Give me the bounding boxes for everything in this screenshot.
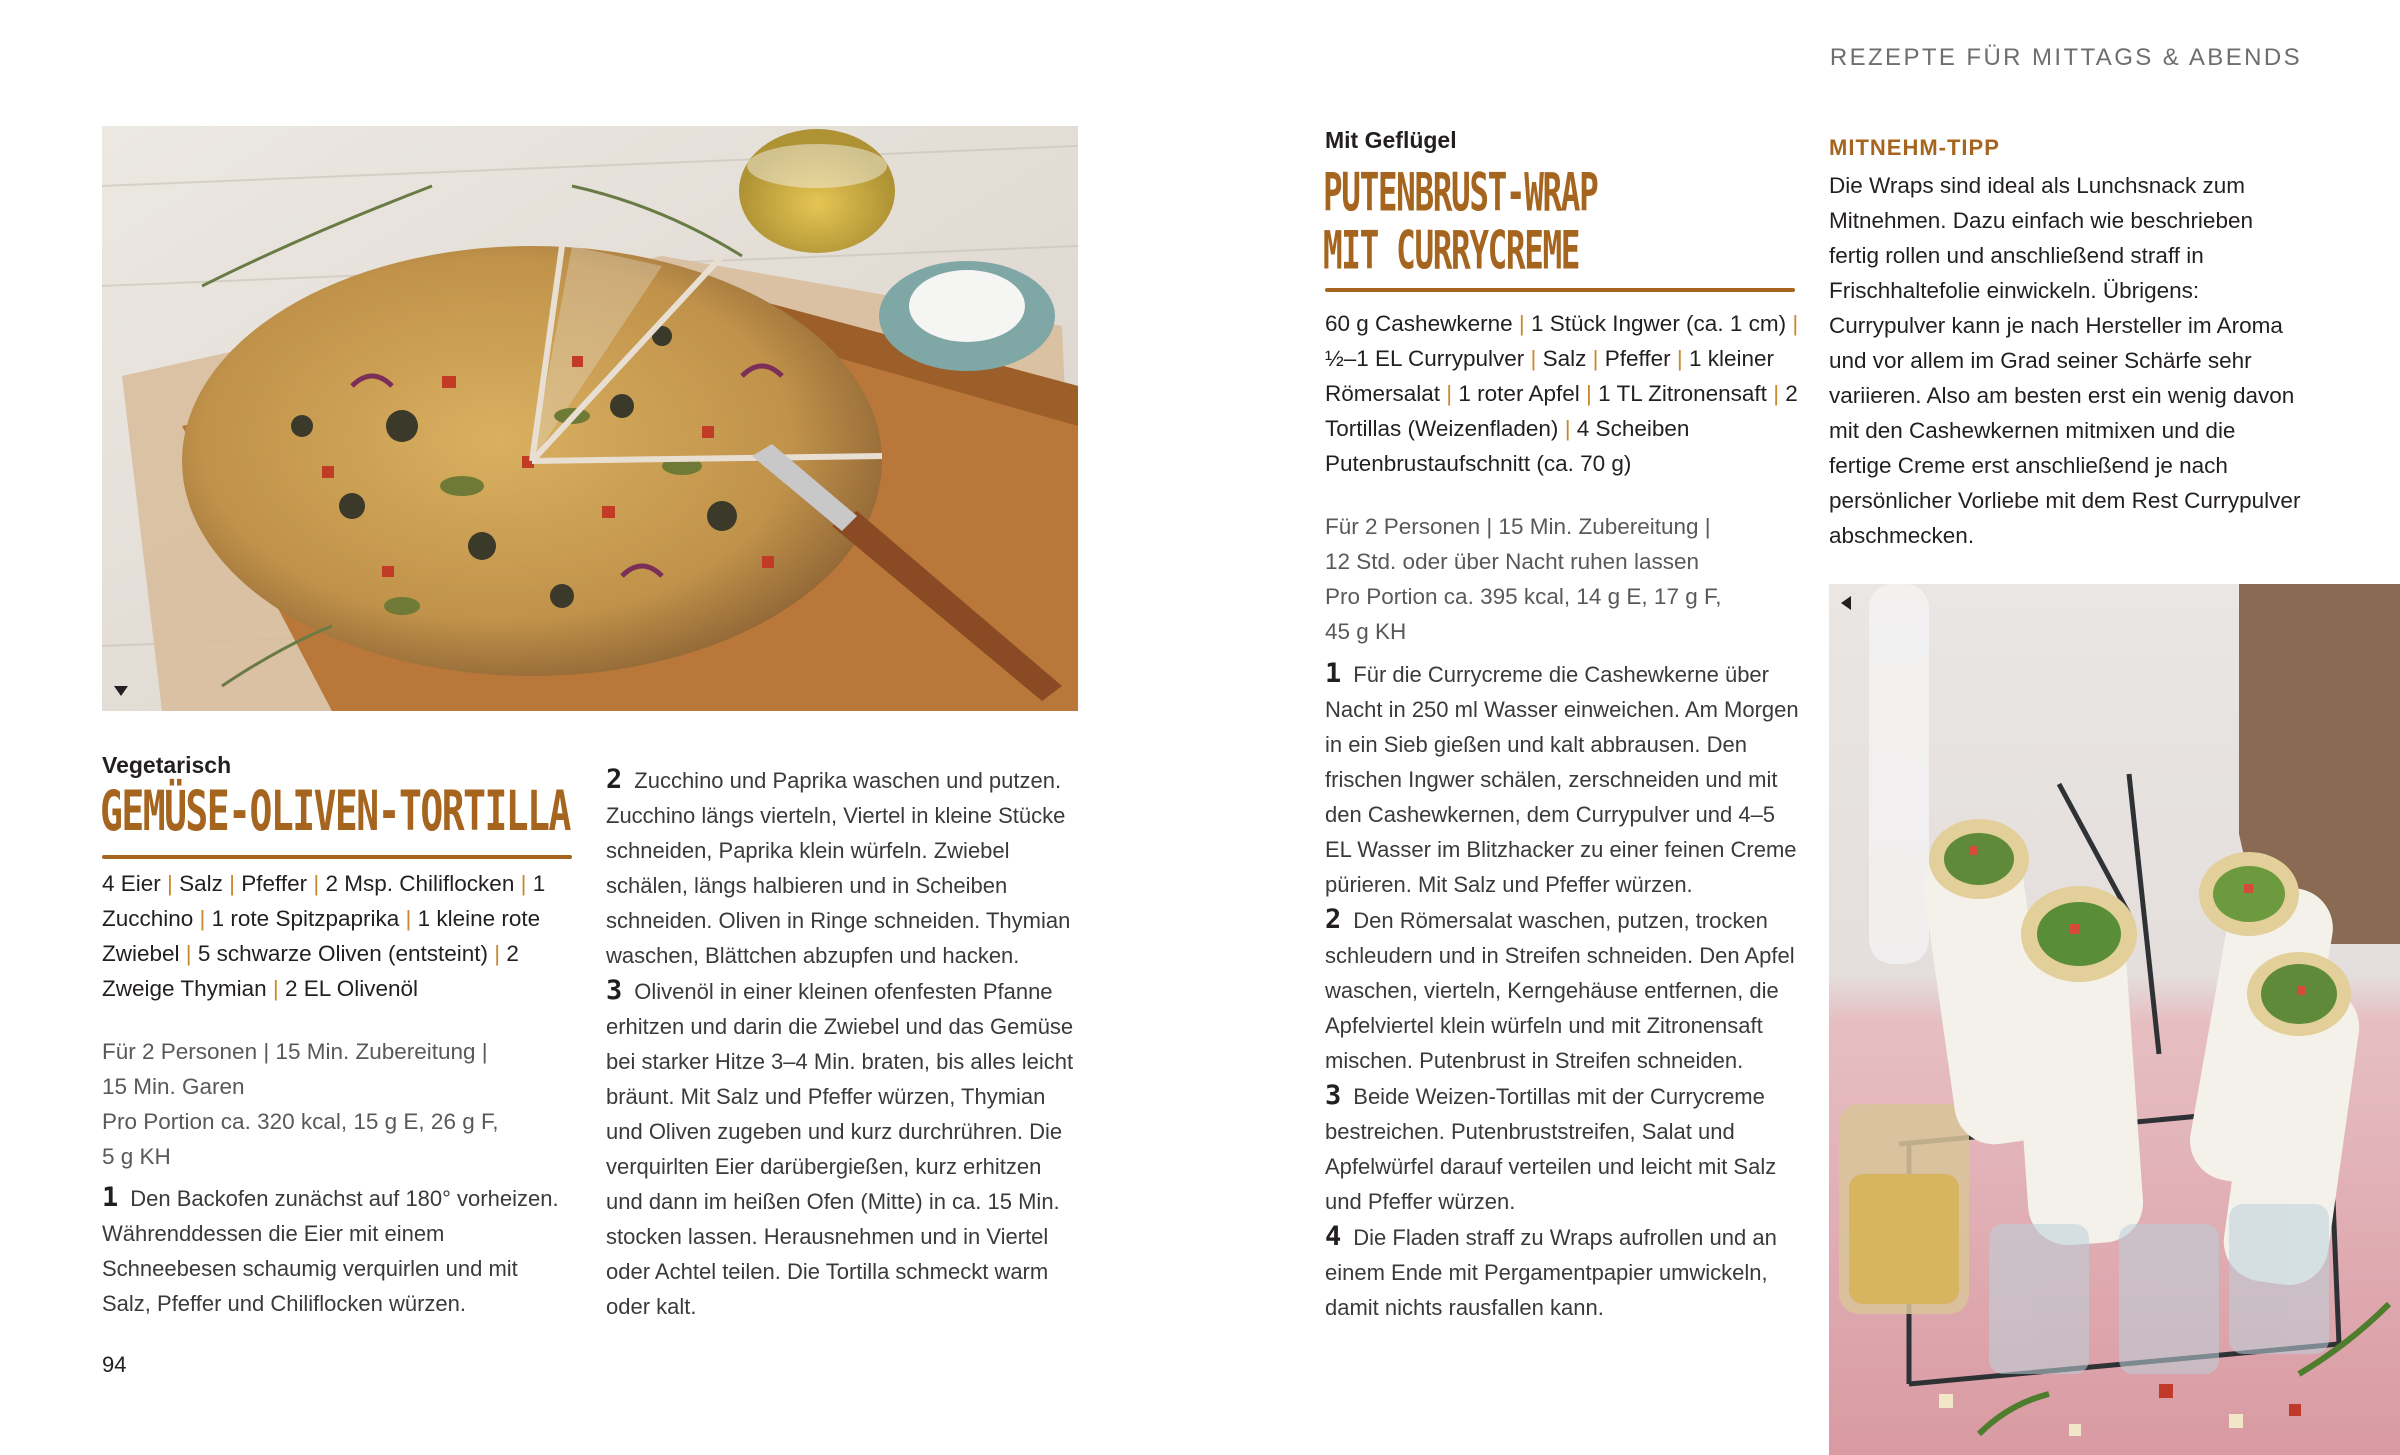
ingredient: 60 g Cashewkerne xyxy=(1325,311,1513,336)
recipe2-title-line1: PUTENBRUST-WRAP xyxy=(1323,162,1598,224)
tip-title: MITNEHM-TIPP xyxy=(1829,135,2000,160)
step xyxy=(606,762,1076,973)
meta-line: 45 g KH xyxy=(1325,619,1407,644)
step-number: 2 xyxy=(606,764,623,795)
recipe2-title-line2: MIT CURRYCREME xyxy=(1323,220,1580,282)
tortilla-photo xyxy=(102,126,1078,711)
step xyxy=(102,1180,572,1321)
step xyxy=(1325,1219,1800,1325)
step xyxy=(1325,656,1800,902)
page-number: 94 xyxy=(102,1352,127,1377)
step-number: 3 xyxy=(1325,1080,1342,1111)
recipe2-category: Mit Geflügel xyxy=(1325,127,1457,153)
ingredient: 1 roter Apfel xyxy=(1458,381,1580,406)
recipe2-title-rule xyxy=(1325,288,1795,292)
meta-line: Pro Portion ca. 395 kcal, 14 g E, 17 g F, xyxy=(1325,584,1722,609)
wrap-photo xyxy=(1829,584,2400,1455)
step-text: Den Römersalat waschen, putzen, trocken schleudern und in Streifen schneiden. Den Apfel waschen, vierteln, Kerngehäuse entfernen, die Apfelviertel klein würfeln und mit Zitronensaft mischen. Putenbrust in Streifen schneiden. xyxy=(1325,908,1795,1073)
recipe1-title-rule xyxy=(102,855,572,859)
step-text: Zucchino und Paprika waschen und putzen. Zucchino längs vierteln, Viertel in kleine Stücke schneiden, Paprika klein würfeln. Zwiebel schälen, längs halbieren und in Scheiben schneiden. Oliven in Ringe schneiden. Thymian waschen, Blättchen abzupfen und hacken. xyxy=(606,768,1071,968)
step-number: 1 xyxy=(1325,658,1342,689)
recipe1-meta xyxy=(102,1034,582,1174)
ingredient: 2 Msp. Chiliflocken xyxy=(325,871,515,896)
step-text: Für die Currycreme die Cashewkerne über Nacht in 250 ml Wasser einweichen. Am Morgen in ein Sieb gießen und kalt abbrausen. Den frischen Ingwer schälen, zerschneiden und mit den Cashewkernen, dem Currypulver und 4–5 EL Wasser im Blitzhacker zu einer feinen Creme pürieren. Mit Salz und Pfeffer würzen. xyxy=(1325,662,1799,897)
meta-line: 5 g KH xyxy=(102,1144,171,1169)
recipe2-steps xyxy=(1325,656,1800,1325)
meta-line: 12 Std. oder über Nacht ruhen lassen xyxy=(1325,549,1699,574)
ingredient: ½–1 EL Currypulver xyxy=(1325,346,1525,371)
meta-line: Für 2 Personen | 15 Min. Zubereitung | xyxy=(1325,514,1711,539)
ingredient: 2 Tortillas (Weizenfladen) xyxy=(1325,381,1798,441)
ingredient: Pfeffer xyxy=(1604,346,1671,371)
ingredient: 4 Scheiben Putenbrustaufschnitt (ca. 70 g) xyxy=(1325,416,1690,476)
photo-marker-icon xyxy=(114,686,128,696)
step-number: 3 xyxy=(606,975,623,1006)
recipe2-ingredients: 60 g Cashewkerne | 1 Stück Ingwer (ca. 1 cm) | ½–1 EL Currypulver | Salz | Pfeffer | 1 kleiner Römersalat | 1 roter Apfel | 1 TL Zitronensaft | 2 Tortillas (Weizenfladen) | 4 Scheiben Putenbrustaufschnitt (ca. 70 g) xyxy=(1325,311,1799,476)
step-number: 4 xyxy=(1325,1221,1342,1252)
recipe1-steps-col2 xyxy=(606,762,1076,1324)
ingredient: 1 Zucchino xyxy=(102,871,546,931)
wrap-illustration xyxy=(1829,584,2400,1455)
step-text: Die Fladen straff zu Wraps aufrollen und an einem Ende mit Pergamentpapier umwickeln, damit nichts rausfallen kann. xyxy=(1325,1225,1777,1320)
meta-line: Für 2 Personen | 15 Min. Zubereitung | xyxy=(102,1039,488,1064)
ingredient: 1 kleine rote Zwiebel xyxy=(102,906,541,966)
ingredient: Pfeffer xyxy=(241,871,308,896)
meta-line: Pro Portion ca. 320 kcal, 15 g E, 26 g F, xyxy=(102,1109,499,1134)
step xyxy=(1325,902,1800,1078)
recipe2-meta xyxy=(1325,509,1795,649)
step xyxy=(606,973,1076,1324)
ingredient: 2 Zweige Thymian xyxy=(102,941,519,1001)
ingredient: 1 TL Zitronensaft xyxy=(1598,381,1767,406)
step-text: Olivenöl in einer kleinen ofenfesten Pfanne erhitzen und darin die Zwiebel und das Gemüse bei starker Hitze 3–4 Min. braten, bis alles leicht bräunt. Mit Salz und Pfeffer würzen, Thymian und Oliven zugeben und kurz durchrühren. Die verquirlten Eier darübergießen, kurz erhitzen und dann im heißen Ofen (Mitte) in ca. 15 Min. stocken lassen. Herausnehmen und in Viertel oder Achtel teilen. Die Tortilla schmeckt warm oder kalt. xyxy=(606,979,1074,1319)
step xyxy=(1325,1078,1800,1219)
ingredient: Salz xyxy=(1542,346,1587,371)
ingredient: 2 EL Olivenöl xyxy=(285,976,419,1001)
step-text: Den Backofen zunächst auf 180° vorheizen. Währenddessen die Eier mit einem Schneebesen schaumig verquirlen und mit Salz, Pfeffer und Chiliflocken würzen. xyxy=(102,1186,559,1316)
step-text: Beide Weizen-Tortillas mit der Currycreme bestreichen. Putenbruststreifen, Salat und Apfelwürfel darauf verteilen und leicht mit Salz und Pfeffer würzen. xyxy=(1325,1084,1777,1214)
step-number: 2 xyxy=(1325,904,1342,935)
tip-text: Die Wraps sind ideal als Lunchsnack zum Mitnehmen. Dazu einfach wie beschrieben fertig rollen und anschließend straff in Frischhaltefolie einwickeln. Übrigens: Currypulver kann je nach Hersteller im Aroma und vor allem im Grad seiner Schärfe sehr variieren. Also am besten erst ein wenig davon mit den Cashewkernen mitmixen und die fertige Creme erst anschließend je nach persönlicher Vorliebe mit dem Rest Currypulver abschmecken. xyxy=(1829,173,2301,548)
step-number: 1 xyxy=(102,1182,119,1213)
recipe1-title: GEMÜSE-OLIVEN-TORTILLA xyxy=(100,779,570,843)
ingredient: 5 schwarze Oliven (entsteint) xyxy=(197,941,489,966)
ingredient: 1 rote Spitzpaprika xyxy=(211,906,400,931)
ingredient: 1 Stück Ingwer (ca. 1 cm) xyxy=(1530,311,1787,336)
photo-marker-icon xyxy=(1841,596,1851,610)
recipe1-ingredients: 4 Eier | Salz | Pfeffer | 2 Msp. Chiliflocken | 1 Zucchino | 1 rote Spitzpaprika | 1 kleine rote Zwiebel | 5 schwarze Oliven (entsteint) | 2 Zweige Thymian | 2 EL Olivenöl xyxy=(102,871,546,1001)
tortilla-illustration xyxy=(102,126,1078,711)
ingredient: 4 Eier xyxy=(102,871,161,896)
ingredient: 1 kleiner Römersalat xyxy=(1325,346,1775,406)
ingredient: Salz xyxy=(179,871,223,896)
recipe1-steps-col1 xyxy=(102,1180,572,1321)
meta-line: 15 Min. Garen xyxy=(102,1074,245,1099)
section-header: REZEPTE FÜR MITTAGS & ABENDS xyxy=(1829,44,2302,71)
recipe1-category: Vegetarisch xyxy=(102,752,232,778)
